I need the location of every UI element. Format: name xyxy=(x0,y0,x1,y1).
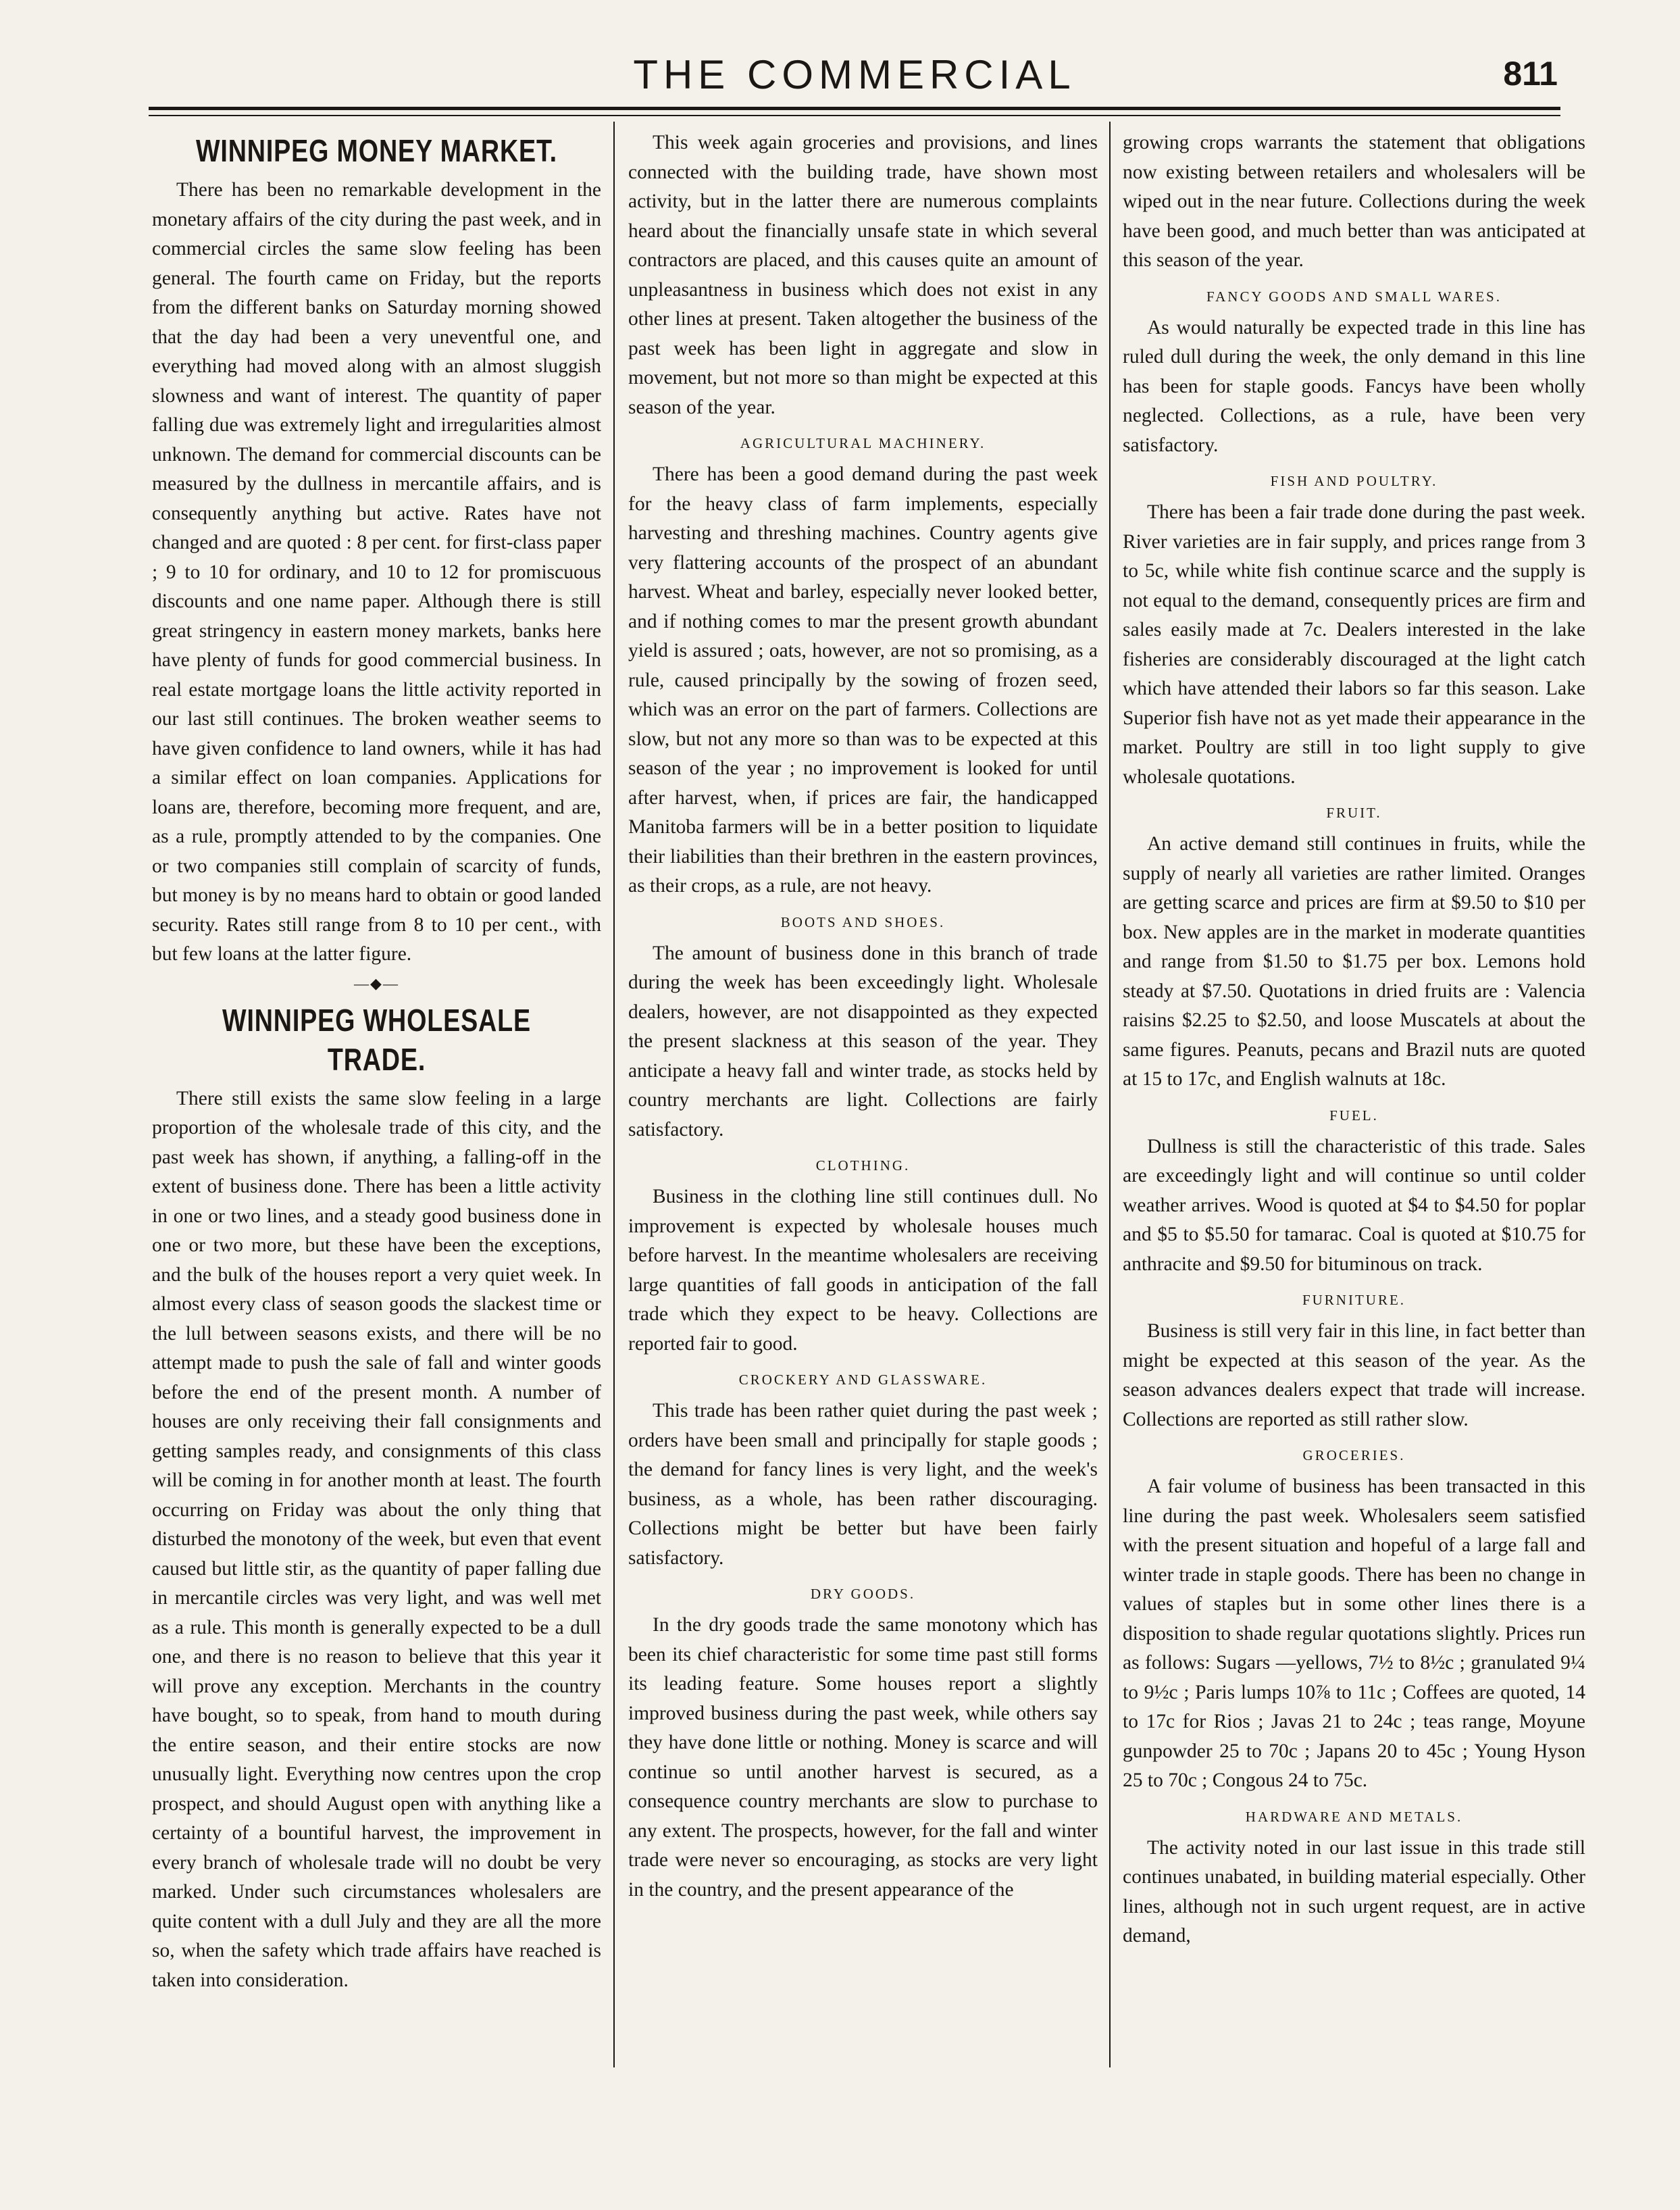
header-rule xyxy=(149,107,1560,110)
subheading-crockery-glassware: CROCKERY AND GLASSWARE. xyxy=(738,1372,988,1388)
headline-money-market: WINNIPEG MONEY MARKET. xyxy=(196,133,557,168)
column-middle xyxy=(628,128,1098,2061)
article-paragraph: There has been a good demand during the past week for the heavy class of farm implements, especially harvesting and threshing machines. Country agents give very flattering accounts of the prospect of an abundant harvest. Wheat and barley, especially never looked better, and if nothing comes to mar the present growth abundant yield is assured ; oats, however, are not so promising, as a rule, caused principally by the sowing of frozen seed, which was an error on the part of farmers. Collections are slow, but not any more so than was to be expected at this season of the year ; no improvement is looked for until after harvest, when, if prices are fair, the handicapped Manitoba farmers will be in a better position to liquidate their liabilities than their brethren in the eastern provinces, as their crops, as a rule, are not heavy. xyxy=(628,463,1098,897)
article-paragraph: There has been a fair trade done during the past week. River varieties are in fair supply, and prices range from 3 to 5c, while white fish continue scarce and the supply is not equal to the demand, consequently prices are firm and sales easily made at 7c. Dealers interested in the lake fisheries are considerably discouraged at the light catch which have attended their labors so far this season. Lake Superior fish have not as yet made their appearance in the market. Poultry are still in too light supply to give wholesale quotations. xyxy=(1123,501,1585,788)
subheading-furniture: FURNITURE. xyxy=(1302,1292,1406,1308)
article-paragraph: Dullness is still the characteristic of this trade. Sales are exceedingly light and will continue so until colder weather arrives. Wood is quoted at $4 to $4.50 for poplar and $5 to $5.50 for tamarac. Coal is quoted at $10.75 for anthracite and $9.50 for bituminous on track. xyxy=(1123,1135,1585,1275)
article-paragraph: This week again groceries and provisions, and lines connected with the building trade, have shown most activity, but in the latter there are numerous complaints heard about the financially unsafe state in which several contractors are placed, and this causes quite an amount of unpleasantness in business which does not exist in any other lines at present. Taken altogether the business of the past week has been light in aggregate and slow in movement, but not more so than might be expected at this season of the year. xyxy=(628,132,1098,418)
page-header xyxy=(149,47,1560,115)
article-paragraph: The activity noted in our last issue in this trade still continues unabated, in building material especially. Other lines, although not in such urgent request, are in active demand, xyxy=(1123,1836,1585,1947)
article-paragraph: There still exists the same slow feeling in a large proportion of the wholesale trade of this city, and the past week has shown, if anything, a falling-off in the extent of business done. There has been a little activity in one or two lines, and a steady good business done in one or two more, but these have been the exceptions, and the bulk of the houses report a very quiet week. In almost every class of season goods the slackest time or the lull between seasons exists, and there will be no attempt made to push the sale of fall and winter goods before the end of the present month. A number of houses are only receiving their fall consignments and getting samples ready, and consignments of this class will be coming in for another month at least. The fourth occurring on Friday was about the only thing that disturbed the monotony of the week, but even that event caused but little stir, as the quantity of paper falling due in mercantile circles was very light, and was well met as a rule. This month is generally expected to be a dull one, and there is no reason to believe that this year it will prove any exception. Merchants in the country have bought, so to speak, from hand to mouth during the entire season, and their entire stocks are now unusually light. Everything now centres upon the crop prospect, and should August open with anything like a certainty of a bountiful harvest, the improvement in every branch of wholesale trade will no doubt be very marked. Under such circumstances wholesalers are quite content with a dull July and they are all the more so, when the safety which trade affairs have reached is taken into consideration. xyxy=(152,1087,601,1991)
column-right xyxy=(1123,128,1585,2061)
article-paragraph: As would naturally be expected trade in this line has ruled dull during the week, the only demand in this line has been for staple goods. Fancys have been wholly neglected. Collections, as a rule, have been very satisfactory. xyxy=(1123,316,1585,456)
headline-wholesale-trade: WINNIPEG WHOLESALE TRADE. xyxy=(222,1002,531,1077)
article-paragraph: growing crops warrants the statement that obligations now existing between retailers and wholesalers will be wiped out in the near future. Collections during the week have been good, and much better than was anticipated at this season of the year. xyxy=(1123,132,1585,271)
article-paragraph: This trade has been rather quiet during the past week ; orders have been small and principally for staple goods ; the demand for fancy lines is very light, and the week's business, as a whole, has been rather discouraging. Collections might be better but have been fairly satisfactory. xyxy=(628,1400,1098,1569)
subheading-agricultural-machinery: AGRICULTURAL MACHINERY. xyxy=(740,435,986,451)
article-paragraph: The amount of business done in this branch of trade during the week has been exceedingly light. Wholesale dealers, however, are not disappointed as they expected the present slackness at this season of the year. They anticipate a heavy fall and winter trade, as stocks held by country merchants are light. Collections are fairly satisfactory. xyxy=(628,942,1098,1140)
article-paragraph: In the dry goods trade the same monotony which has been its chief characteristic for some time past still forms its leading feature. Some houses report a slightly improved business during the past week, while others say they have done little or nothing. Money is scarce and will continue so until another harvest is secured, as a consequence country merchants are slow to purchase to any extent. The prospects, however, for the fall and winter trade were never so encouraging, as stocks are very light in the country, and the present appearance of the xyxy=(628,1614,1098,1901)
column-divider xyxy=(613,122,615,2067)
subheading-fish-poultry: FISH AND POULTRY. xyxy=(1270,473,1438,489)
column-divider xyxy=(1109,122,1111,2067)
section-divider: —◆— xyxy=(354,974,399,992)
subheading-fuel: FUEL. xyxy=(1329,1107,1379,1124)
subheading-fruit: FRUIT. xyxy=(1326,805,1382,821)
article-paragraph: Business in the clothing line still continues dull. No improvement is expected by wholesale houses much before harvest. In the meantime wholesalers are receiving large quantities of fall goods in anticipation of the fall trade which they expect to be heavy. Collections are reported fair to good. xyxy=(628,1186,1098,1355)
column-left xyxy=(152,128,601,2061)
publication-title: THE COMMERCIAL xyxy=(633,52,1076,97)
article-paragraph: A fair volume of business has been transacted in this line during the past week. Wholesalers seem satisfied with the present situation and hopeful of a large fall and winter trade in staple goods. There has been no change in values of staples but in some other lines there is a disposition to shade regular quotations slightly. Prices run as follows: Sugars —yellows, 7½ to 8½c ; granulated 9¼ to 9½c ; Paris lumps 10⅞ to 11c ; Coffees are quoted, 14 to 17c for Rios ; Javas 21 to 24c ; teas range, Moyune gunpowder 25 to 70c ; Japans 20 to 45c ; Young Hyson 25 to 70c ; Congous 24 to 75c. xyxy=(1123,1476,1585,1791)
article-paragraph: There has been no remarkable development in the monetary affairs of the city during the past week, and in commercial circles the same slow feeling has been general. The fourth came on Friday, but the reports from the different banks on Saturday morning showed that the day had been a very uneventful one, and everything had moved along with an almost sluggish slowness and want of interest. The quantity of paper falling due was extremely light and irregularities almost unknown. The demand for commercial discounts can be measured by the dullness in mercantile affairs, and is consequently anything but active. Rates have not changed and are quoted : 8 per cent. for first-class paper ; 9 to 10 for ordinary, and 10 to 12 for promiscuous discounts and one name paper. Although there is still great stringency in eastern money markets, banks here have plenty of funds for good commercial business. In real estate mortgage loans the little activity reported in our last still continues. The broken weather seems to have given confidence to land owners, while it has had a similar effect on loan companies. Applications for loans are, therefore, becoming more frequent, and are, as a rule, promptly attended to by the companies. One or two companies still complain of scarcity of funds, but money is by no means hard to obtain or good landed security. Rates still range from 8 to 10 per cent., with but few loans at the latter figure. xyxy=(152,179,601,965)
page-number: 811 xyxy=(1503,55,1558,93)
subheading-groceries: GROCERIES. xyxy=(1302,1447,1406,1463)
header-rule-thin xyxy=(149,115,1560,116)
subheading-hardware-metals: HARDWARE AND METALS. xyxy=(1245,1808,1463,1825)
subheading-dry-goods: DRY GOODS. xyxy=(810,1586,916,1602)
subheading-boots-shoes: BOOTS AND SHOES. xyxy=(780,913,946,930)
article-paragraph: An active demand still continues in fruits, while the supply of nearly all varieties are rather limited. Oranges are getting scarce and prices are firm at $9.50 to $10 per box. New apples are in the market in moderate quantities and range from $1.50 to $1.75 per box. Lemons hold steady at $7.50. Quotations in dried fruits are : Valencia raisins $2.25 to $2.50, and loose Muscatels at about the same figures. Peanuts, pecans and Brazil nuts are quoted at 15 to 17c, and English walnuts at 18c. xyxy=(1123,833,1585,1090)
subheading-clothing: CLOTHING. xyxy=(815,1157,911,1174)
article-paragraph: Business is still very fair in this line, in fact better than might be expected at this season of the year. As the season advances dealers expect that trade will increase. Collections are reported as still rather slow. xyxy=(1123,1320,1585,1430)
subheading-fancy-goods: FANCY GOODS AND SMALL WARES. xyxy=(1206,288,1502,305)
